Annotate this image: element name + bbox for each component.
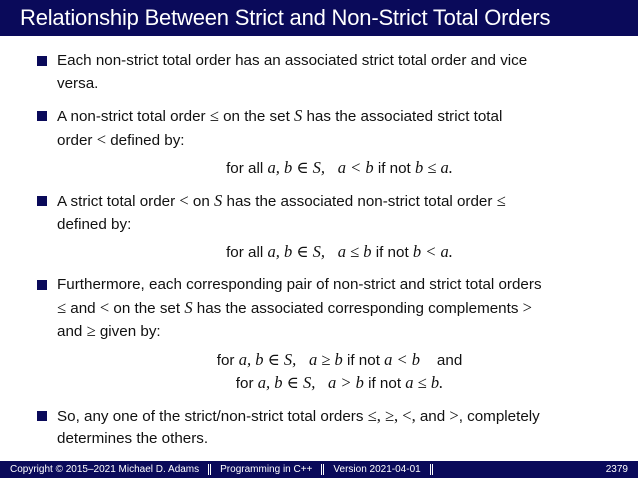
square-bullet-icon xyxy=(37,56,47,66)
item-5-text: and xyxy=(419,407,450,425)
item-2-text: A non-strict total order xyxy=(57,108,210,125)
page-number: 2379 xyxy=(605,464,628,475)
less-equal-symbol: ≤ xyxy=(209,106,219,125)
item-4-text: and xyxy=(57,323,87,340)
equation-math: b ≤ a. xyxy=(414,158,453,177)
equation-math: a < b xyxy=(384,349,421,369)
equation-text: if not xyxy=(373,160,415,177)
equation-math: b < a. xyxy=(412,242,453,261)
equation-strict-from-nonstrict xyxy=(36,157,622,180)
item-3-text: defined by: xyxy=(57,215,132,233)
item-5-text: So, any one of the strict/non-strict total orders xyxy=(57,407,368,425)
square-bullet-icon xyxy=(37,111,47,121)
equation-complement-gt xyxy=(36,372,622,395)
item-2-text: has the associated strict total xyxy=(302,108,503,125)
square-bullet-icon xyxy=(37,280,47,290)
item-4-text: given by: xyxy=(95,323,161,340)
slide-title-bar xyxy=(0,0,638,36)
equation-math: a, b ∈ S, xyxy=(267,242,326,261)
item-2-text: on the set xyxy=(218,108,295,125)
equation-text: if not xyxy=(363,374,406,392)
bullet-item-5 xyxy=(36,405,622,451)
equation-math: a ≤ b. xyxy=(405,372,444,392)
item-3-text: on xyxy=(188,193,215,210)
equation-text: for all xyxy=(226,160,268,177)
bullet-item-3 xyxy=(36,190,622,236)
set-symbol: S xyxy=(294,106,303,125)
slide-content xyxy=(36,50,622,451)
less-equal-symbol: ≤ xyxy=(57,297,67,317)
equation-math: a < b xyxy=(337,158,374,177)
bullet-item-1 xyxy=(36,50,622,95)
item-4-text: and xyxy=(66,299,100,317)
greater-equal-symbol: ≥ xyxy=(86,321,96,340)
equation-text: for xyxy=(216,351,239,369)
less-than-symbol: < xyxy=(96,129,106,149)
item-2-text: defined by: xyxy=(106,131,185,149)
footer-separator xyxy=(430,464,433,475)
equation-text: if not xyxy=(342,351,385,369)
equation-complement-ge xyxy=(36,349,622,372)
set-symbol: S xyxy=(184,297,193,317)
equation-text: if not xyxy=(371,244,413,261)
slide-footer xyxy=(0,461,638,478)
equation-nonstrict-from-strict xyxy=(36,241,622,264)
less-equal-symbol: ≤ xyxy=(496,191,506,210)
less-than-symbol: < xyxy=(99,297,110,317)
square-bullet-icon xyxy=(37,196,47,206)
item-4-text: on the set xyxy=(109,299,185,317)
footer-separator xyxy=(208,464,211,475)
equation-math: a ≤ b xyxy=(337,242,372,261)
item-5-text: determines the others. xyxy=(57,430,209,447)
footer-version: Version 2021-04-01 xyxy=(333,464,421,475)
set-symbol: S xyxy=(214,191,223,210)
item-1-line-1: Each non-strict total order has an associated strict total order and vice xyxy=(57,52,528,69)
footer-course: Programming in C++ xyxy=(220,464,313,475)
order-symbols: ≤, ≥, <, xyxy=(367,405,420,425)
item-4-text: has the associated corresponding complements xyxy=(192,299,523,317)
item-3-text: A strict total order xyxy=(57,193,180,210)
footer-separator xyxy=(321,464,324,475)
item-1-line-2: versa. xyxy=(57,74,99,92)
equation-math: a > b xyxy=(328,372,364,392)
less-than-symbol: < xyxy=(179,191,189,210)
square-bullet-icon xyxy=(37,411,47,421)
equation-text: and xyxy=(436,351,463,369)
item-4-text: Furthermore, each corresponding pair of non-strict and strict total orders xyxy=(57,276,542,293)
greater-than-symbol: > xyxy=(449,405,459,425)
equation-math: a, b ∈ S, xyxy=(257,372,316,392)
greater-than-symbol: > xyxy=(522,297,532,317)
equation-math: a ≥ b xyxy=(308,349,343,369)
equation-math: a, b ∈ S, xyxy=(238,349,297,369)
item-2-text: order xyxy=(57,131,97,149)
bullet-item-2 xyxy=(36,105,622,152)
equation-text: for xyxy=(235,374,258,392)
bullet-item-4 xyxy=(36,274,622,344)
footer-copyright: Copyright © 2015–2021 Michael D. Adams xyxy=(10,464,200,475)
equation-text: for all xyxy=(226,244,268,261)
item-5-text: , completely xyxy=(458,407,540,425)
slide-title: Relationship Between Strict and Non-Strict Total Orders xyxy=(20,5,551,30)
item-3-text: has the associated non-strict total order xyxy=(222,193,497,210)
equation-math: a, b ∈ S, xyxy=(267,158,326,177)
